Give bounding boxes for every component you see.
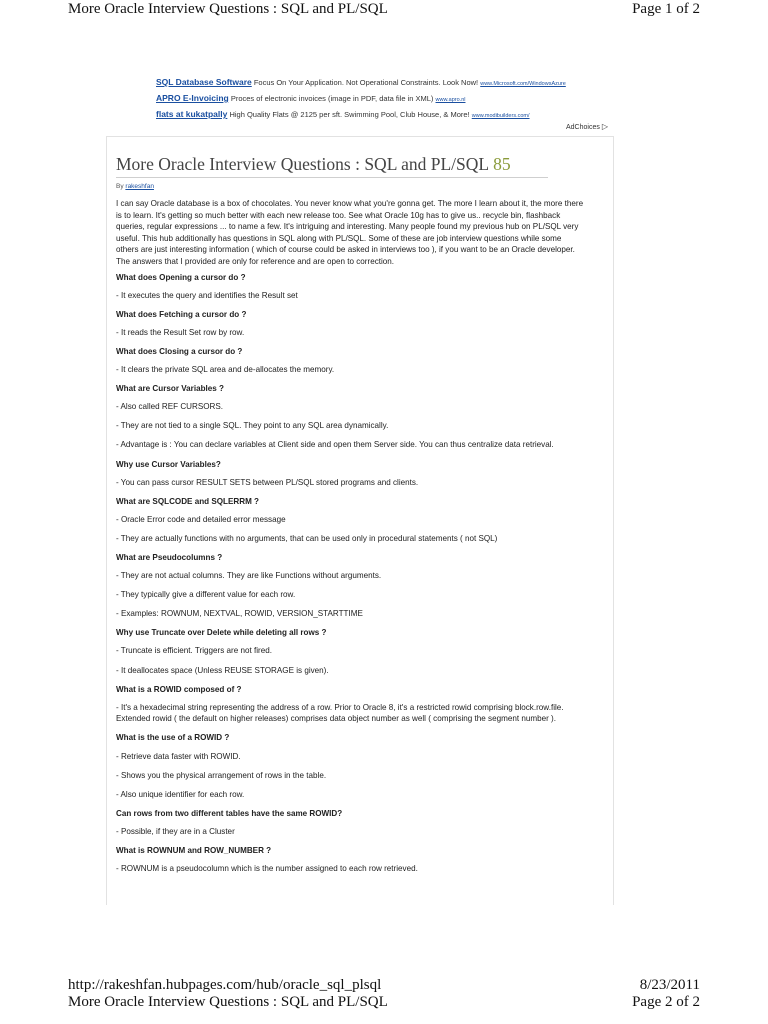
answer: - Also unique identifier for each row.: [116, 789, 245, 799]
qa-list: [116, 272, 586, 875]
question: What is the use of a ROWID ?: [116, 733, 230, 743]
answer: - Retrieve data faster with ROWID.: [116, 751, 241, 761]
ad-url-link[interactable]: www.modibuilders.com/: [471, 113, 530, 119]
question: What are Cursor Variables ?: [116, 384, 224, 394]
title-divider: [116, 177, 548, 178]
answer: - Oracle Error code and detailed error message: [116, 514, 286, 524]
answer: - ROWNUM is a pseudocolumn which is the number assigned to each row retrieved.: [116, 864, 418, 874]
question: What does Fetching a cursor do ?: [116, 309, 247, 319]
answer: - They are not actual columns. They are like Functions without arguments.: [116, 571, 382, 581]
answer: - It deallocates space (Unless REUSE STORAGE is given).: [116, 665, 329, 675]
question: What does Opening a cursor do ?: [116, 272, 246, 282]
ad-url-link[interactable]: www.Microsoft.com/WindowsAzure: [480, 81, 566, 87]
answer: - Shows you the physical arrangement of rows in the table.: [116, 770, 327, 780]
print-header-page: Page 1 of 2: [632, 1, 700, 17]
ad-text: High Quality Flats @ 2125 per sft. Swimming Pool, Club House, & More!: [229, 110, 470, 119]
question: What are SQLCODE and SQLERRM ?: [116, 496, 260, 506]
ad-item: [156, 75, 616, 91]
byline: [116, 183, 154, 190]
ad-text: Focus On Your Application. Not Operational Constraints. Look Now!: [253, 78, 479, 87]
question: What are Pseudocolumns ?: [116, 552, 223, 562]
adchoices-label: AdChoices: [566, 124, 600, 131]
answer: - It's a hexadecimal string representing the address of a row. Prior to Oracle 8, it's a restricted rowid comprising block.row.file. Extended rowid ( the default on higher releases) comprises data object number as well ( comprising the segment number ).: [116, 702, 564, 724]
answer: - They are actually functions with no arguments, that can be used only in procedural statements ( not SQL): [116, 533, 498, 543]
question: Can rows from two different tables have the same ROWID?: [116, 808, 343, 818]
ad-item: [156, 91, 616, 107]
article-title-text: More Oracle Interview Questions : SQL and PL/SQL: [116, 154, 490, 174]
answer: - Also called REF CURSORS.: [116, 402, 224, 412]
intro-paragraph: I can say Oracle database is a box of chocolates. You never know what you're gonna get. The more I learn about it, the more there is to learn. It's getting so much better with each new release too. See what Oracle 10g has to give us.. recycle bin, flashback queries, regular expressions ... to name a few. It's intriguing and interesting. Many people found my previous hub on PL/SQL very useful. This hub additionally has questions in SQL along with PL/SQL. Some of these are job interview questions while some others are just interesting information ( which of course could be asked in interviews too ), if you want to be an Oracle developer. The answers that I provided are only for reference and are open to correction.: [116, 199, 584, 266]
article-body: [116, 198, 586, 882]
print-footer-date: 8/23/2011: [639, 977, 700, 993]
question: Why use Cursor Variables?: [116, 459, 221, 469]
print-header-title-page2: More Oracle Interview Questions : SQL and PL/SQL: [68, 994, 388, 1010]
print-header-title: More Oracle Interview Questions : SQL and PL/SQL: [68, 1, 388, 17]
answer: - It clears the private SQL area and de-allocates the memory.: [116, 365, 335, 375]
adchoices-link[interactable]: [566, 122, 608, 131]
question: What is a ROWID composed of ?: [116, 684, 242, 694]
answer: - It reads the Result Set row by row.: [116, 327, 245, 337]
answer: - Examples: ROWNUM, NEXTVAL, ROWID, VERSION_STARTTIME: [116, 609, 363, 619]
answer: - They are not tied to a single SQL. They point to any SQL area dynamically.: [116, 421, 389, 431]
answer: - It executes the query and identifies the Result set: [116, 290, 298, 300]
article-title: [116, 154, 511, 175]
ad-title-link[interactable]: APRO E-Invoicing: [156, 93, 229, 103]
author-link[interactable]: rakeshfan: [125, 183, 154, 190]
hub-score: 85: [493, 154, 511, 174]
print-footer-url: http://rakeshfan.hubpages.com/hub/oracle_sql_plsql: [68, 977, 382, 993]
answer: - Possible, if they are in a Cluster: [116, 826, 235, 836]
ad-item: [156, 107, 616, 123]
ad-url-link[interactable]: www.apro.nl: [435, 97, 466, 103]
ad-title-link[interactable]: flats at kukatpally: [156, 109, 228, 119]
print-header-page2: Page 2 of 2: [632, 994, 700, 1010]
article: [106, 136, 614, 905]
byline-label: By: [116, 183, 124, 190]
ad-text: Proces of electronic invoices (image in PDF, data file in XML): [230, 94, 434, 103]
answer: - You can pass cursor RESULT SETS between PL/SQL stored programs and clients.: [116, 477, 419, 487]
ad-list: [156, 75, 616, 123]
question: What is ROWNUM and ROW_NUMBER ?: [116, 845, 272, 855]
answer: - Advantage is : You can declare variables at Client side and open them Server side. You can thus centralize data retrieval.: [116, 440, 554, 450]
answer: - They typically give a different value for each row.: [116, 590, 296, 600]
adchoices-icon: ▷: [601, 122, 608, 131]
answer: - Truncate is efficient. Triggers are not fired.: [116, 646, 272, 656]
ad-title-link[interactable]: SQL Database Software: [156, 77, 252, 87]
question: What does Closing a cursor do ?: [116, 346, 243, 356]
question: Why use Truncate over Delete while deleting all rows ?: [116, 628, 327, 638]
